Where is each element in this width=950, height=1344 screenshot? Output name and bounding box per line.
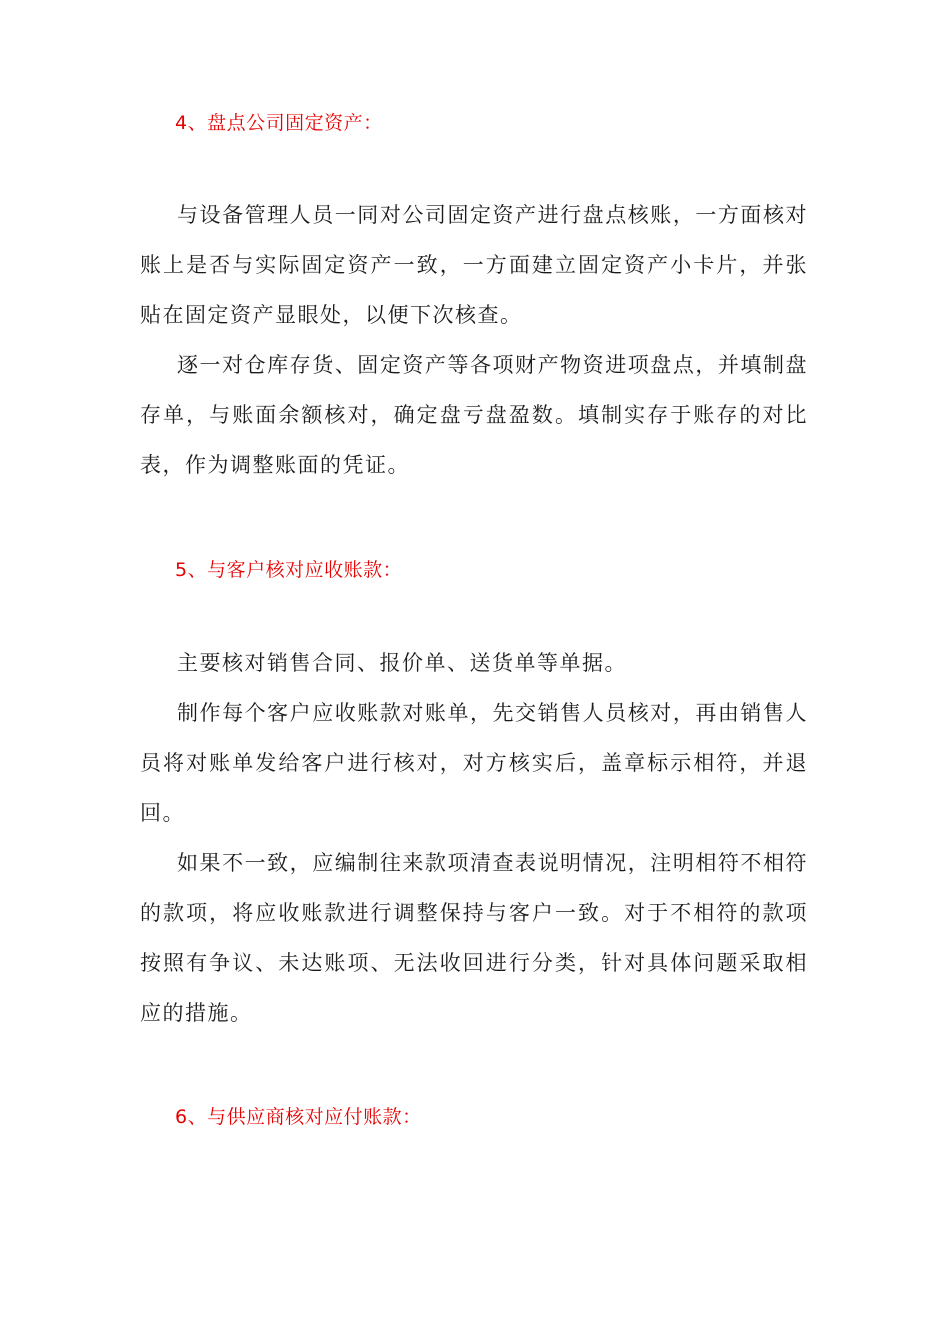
section-5-paragraph-2: 制作每个客户应收账款对账单，先交销售人员核对，再由销售人员将对账单发给客户进行核对，对方核实后，盖章标示相符，并退回。 bbox=[140, 701, 808, 825]
section-5-heading: 5、与客户核对应收账款： bbox=[175, 559, 403, 581]
section-4-paragraph-2: 逐一对仓库存货、固定资产等各项财产物资进项盘点，并填制盘存单，与账面余额核对，确定盘亏盘盈数。填制实存于账存的对比表，作为调整账面的凭证。 bbox=[140, 353, 808, 477]
section-5-paragraph-1: 主要核对销售合同、报价单、送货单等单据。 bbox=[177, 651, 627, 675]
section-5-paragraph-3: 如果不一致，应编制往来款项清查表说明情况，注明相符不相符的款项，将应收账款进行调整保持与客户一致。对于不相符的款项按照有争议、未达账项、无法收回进行分类，针对具体问题采取相应的措施。 bbox=[140, 851, 808, 1025]
section-4-heading: 4、盘点公司固定资产： bbox=[175, 112, 383, 134]
section-6-heading: 6、与供应商核对应付账款： bbox=[175, 1106, 422, 1128]
section-4-paragraph-1: 与设备管理人员一同对公司固定资产进行盘点核账，一方面核对账上是否与实际固定资产一致，一方面建立固定资产小卡片，并张贴在固定资产显眼处，以便下次核查。 bbox=[140, 203, 808, 327]
